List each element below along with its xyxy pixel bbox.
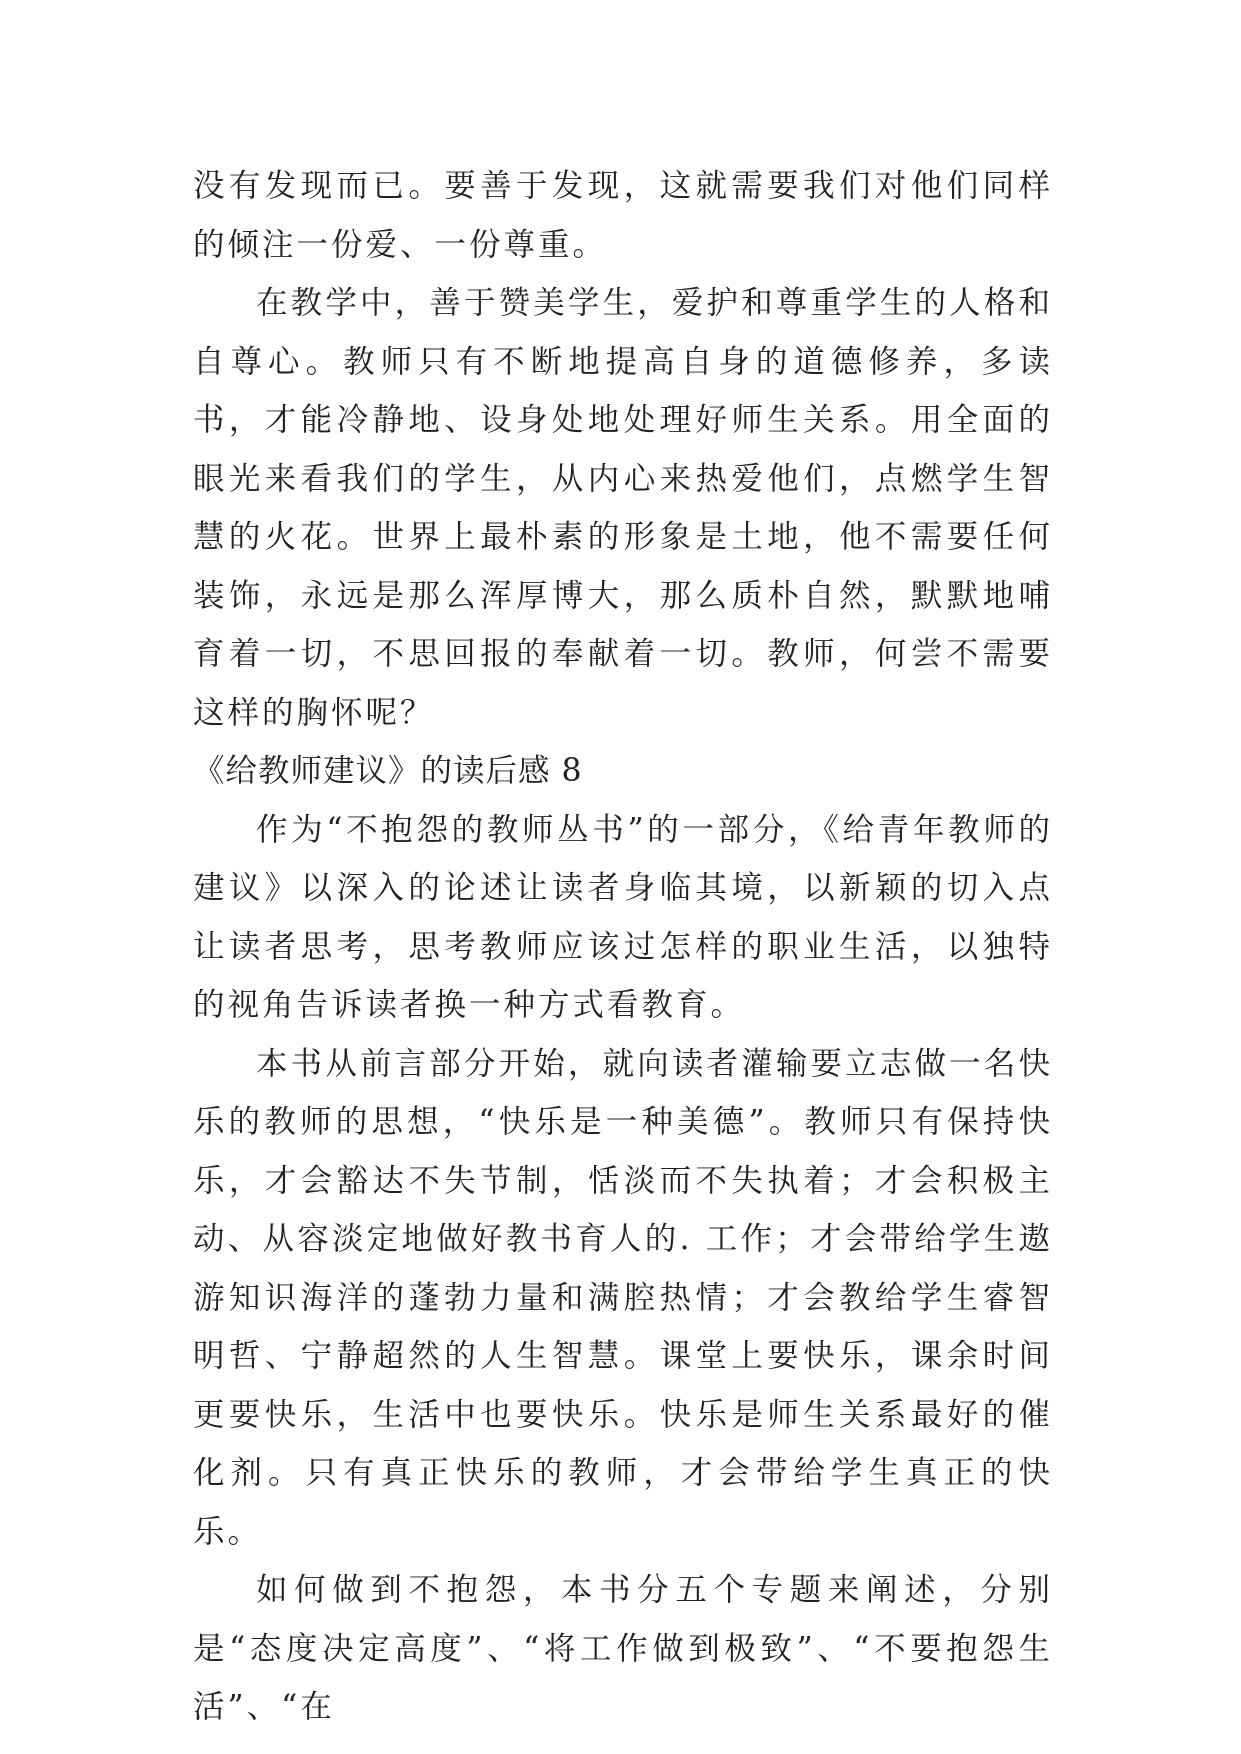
section-heading: 《给教师建议》的读后感 8	[193, 753, 583, 789]
paragraph-1: 没有发现而已。要善于发现，这就需要我们对他们同样的倾注一份爱、一份尊重。	[193, 168, 1053, 263]
document-body	[193, 157, 1053, 1737]
paragraph-3: 作为“不抱怨的教师丛书”的一部分，《给青年教师的建议》以深入的论述让读者身临其境，以新颖的切入点让读者思考，思考教师应该过怎样的职业生活，以独特的视角告诉读者换一种方式看教育。	[193, 811, 1053, 1023]
paragraph-5: 如何做到不抱怨，本书分五个专题来阐述，分别是“态度决定高度”、“将工作做到极致”、“不要抱怨生活”、“在	[193, 1572, 1053, 1725]
paragraph-2: 在教学中，善于赞美学生，爱护和尊重学生的人格和自尊心。教师只有不断地提高自身的道德修养，多读书，才能冷静地、设身处地处理好师生关系。用全面的眼光来看我们的学生，从内心来热爱他们，点燃学生智慧的火花。世界上最朴素的形象是土地，他不需要任何装饰，永远是那么浑厚博大，那么质朴自然，默默地哺育着一切，不思回报的奉献着一切。教师，何尝不需要这样的胸怀呢？	[193, 285, 1053, 731]
paragraph-4: 本书从前言部分开始，就向读者灌输要立志做一名快乐的教师的思想，“快乐是一种美德”。教师只有保持快乐，才会豁达不失节制，恬淡而不失执着；才会积极主动、从容淡定地做好教书育人的. 工作；才会带给学生遨游知识海洋的蓬勃力量和满腔热情；才会教给学生睿智明哲、宁静超然的人生智慧。课堂上要快乐，课余时间更要快乐，生活中也要快乐。快乐是师生关系最好的催化剂。只有真正快乐的教师，才会带给学生真正的快乐。	[193, 1045, 1053, 1550]
